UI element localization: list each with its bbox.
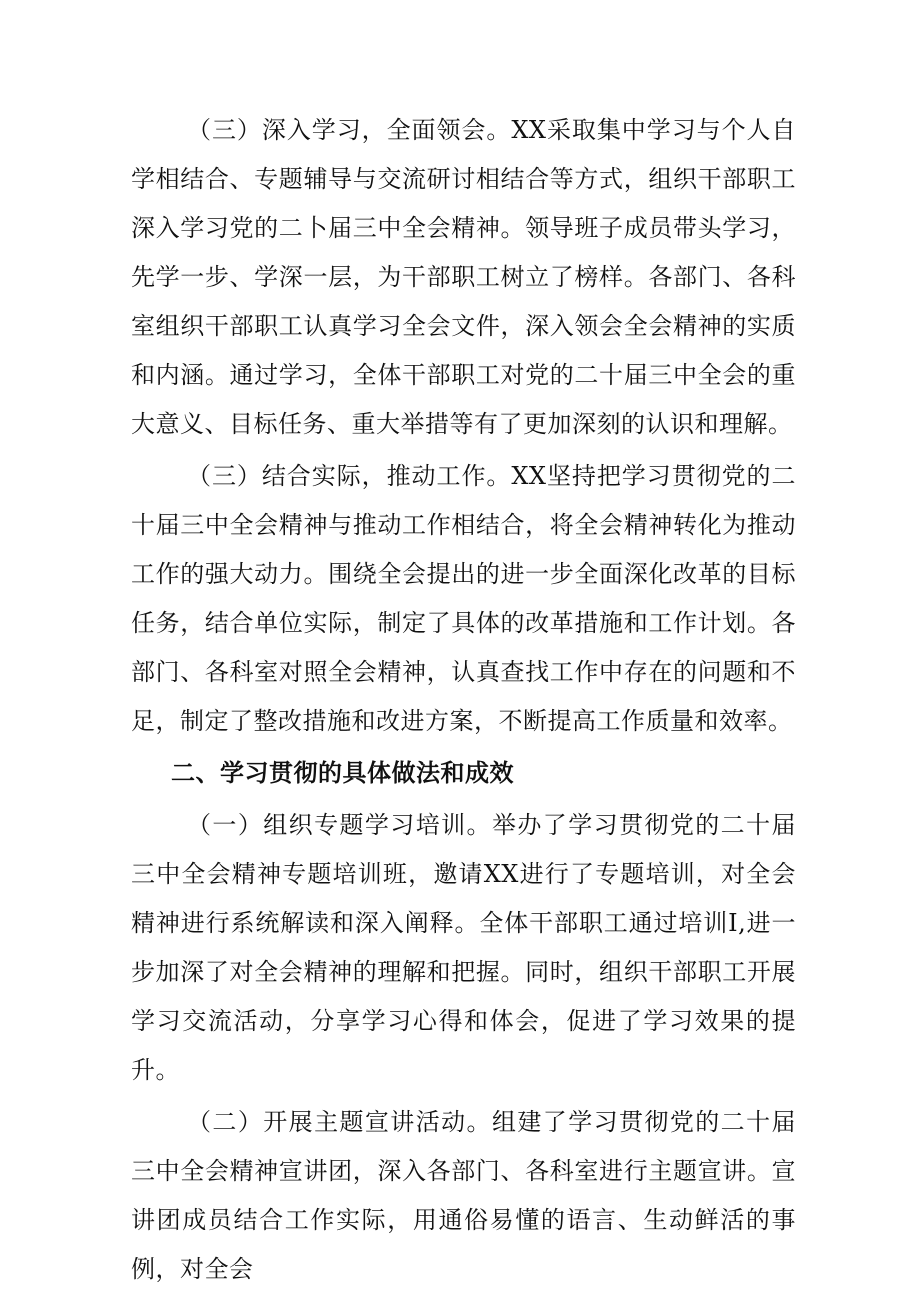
- paragraph-deep-study: （三）深入学习，全面领会。XX采取集中学习与个人自学相结合、专题辅导与交流研讨相结合等方式，组织干部职工深入学习党的二卜届三中全会精神。领导班子成员带头学习，先学一步、学深一层，为干部职工树立了榜样。各部门、各科室组织干部职工认真学习全会文件，深入领会全会精神的实质和内涵。通过学习，全体干部职工对党的二十届三中全会的重大意义、目标任务、重大举措等有了更加深刻的认识和理解。: [131, 116, 796, 438]
- document-body: [131, 106, 796, 1297]
- paragraph-lecture-activity: （二）开展主题宣讲活动。组建了学习贯彻党的二十届三中全会精神宣讲团，深入各部门、各科室进行主题宣讲。宣讲团成员结合工作实际，用通俗易懂的语言、生动鲜活的事例，对全会: [131, 1108, 796, 1283]
- paragraph-training: （一）组织专题学习培训。举办了学习贯彻党的二十届三中全会精神专题培训班，邀请XX进行了专题培训，对全会精神进行系统解读和深入阐释。全体干部职工通过培训I,进一步加深了对全会精神的理解和把握。同时，组织干部职工开展学习交流活动，分享学习心得和体会，促进了学习效果的提升。: [131, 811, 796, 1084]
- paragraph-combine-practice: （三）结合实际，推动工作。XX坚持把学习贯彻党的二十届三中全会精神与推动工作相结合，将全会精神转化为推动工作的强大动力。围绕全会提出的进一步全面深化改革的目标任务，结合单位实际，制定了具体的改革措施和工作计划。各部门、各科室对照全会精神，认真查找工作中存在的问题和不足，制定了整改措施和改进方案，不断提高工作质量和效率。: [131, 462, 796, 735]
- section-heading-practices: 二、学习贯彻的具体做法和成效: [171, 759, 514, 787]
